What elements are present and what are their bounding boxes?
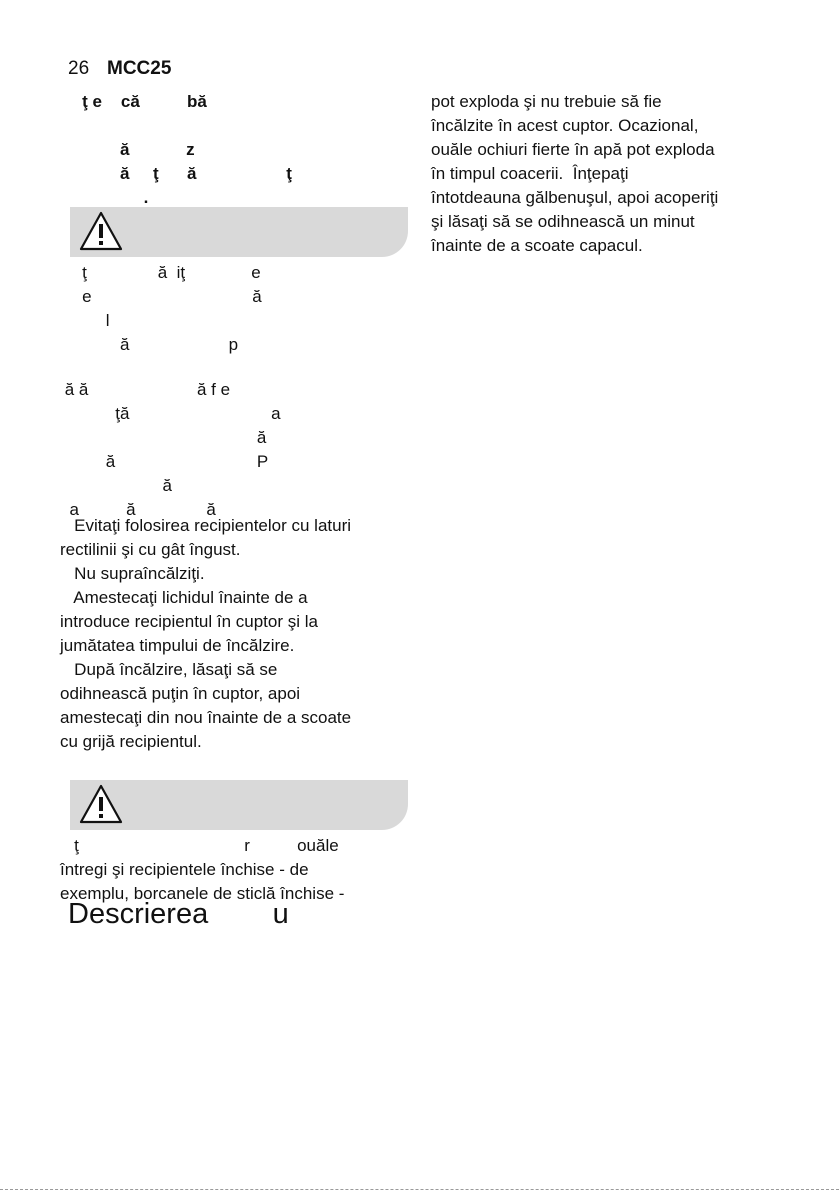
- right-column-line: încălzite în acest cuptor. Ocazional,: [431, 116, 699, 135]
- intro-line: ţ e că bă: [68, 92, 207, 111]
- warning2-line: întregi şi recipientele închise - de: [60, 860, 309, 879]
- warning1-line: rectilinii şi cu gât îngust.: [60, 540, 241, 559]
- warning1-line: cu grijă recipientul.: [60, 732, 202, 751]
- warning2-line: ţ r ouăle: [60, 836, 339, 855]
- warning-banner: [70, 207, 408, 257]
- warning1-line: jumătatea timpului de încălzire.: [60, 636, 295, 655]
- intro-line: ă ţ ă ţ: [68, 164, 292, 183]
- warning1-line: După încălzire, lăsaţi să se: [60, 660, 278, 679]
- warning1-line: odihnească puţin în cuptor, apoi: [60, 684, 301, 703]
- warning2-line: exemplu, borcanele de sticlă închise -: [60, 884, 345, 903]
- warning1-line: ţ ă iţ e: [68, 263, 261, 282]
- warning1-line: ă p: [68, 335, 239, 354]
- intro-line: ă z: [68, 140, 195, 159]
- warning-triangle-icon: [78, 783, 124, 825]
- right-column-line: pot exploda şi nu trebuie să fie: [431, 92, 662, 111]
- warning1-line: ă: [68, 428, 267, 447]
- warning1-line: ă ă ă f e: [60, 380, 231, 399]
- warning1-line: a ă ă: [60, 500, 216, 519]
- warning1-line: ă: [68, 476, 172, 495]
- intro-line: .: [68, 188, 149, 207]
- warning1-line: ţă a: [68, 404, 281, 423]
- warning1-line: Amestecaţi lichidul înainte de a: [60, 588, 308, 607]
- right-column-line: întotdeauna gălbenuşul, apoi acoperiţi: [431, 188, 719, 207]
- warning1-line: Evitaţi folosirea recipientelor cu laturi: [60, 516, 352, 535]
- warning1-line: ă P: [68, 452, 269, 471]
- warning1-line: l: [68, 311, 110, 330]
- warning-banner: [70, 780, 408, 830]
- right-column-line: şi lăsaţi să se odihnească un minut: [431, 212, 695, 231]
- right-column-line: înainte de a scoate capacul.: [431, 236, 643, 255]
- warning1-line: amestecaţi din nou înainte de a scoate: [60, 708, 352, 727]
- section-heading: Descrierea u: [68, 898, 289, 930]
- right-column-line: ouăle ochiuri fierte în apă pot exploda: [431, 140, 715, 159]
- warning-triangle-icon: [78, 210, 124, 252]
- right-column-line: în timpul coacerii. Înţepaţi: [431, 164, 629, 183]
- warning1-line: e ă: [68, 287, 262, 306]
- warning1-line: Nu supraîncălziţi.: [60, 564, 205, 583]
- warning1-line: introduce recipientul în cuptor şi la: [60, 612, 318, 631]
- page-number: 26: [68, 58, 90, 79]
- model-name: MCC25: [107, 58, 172, 79]
